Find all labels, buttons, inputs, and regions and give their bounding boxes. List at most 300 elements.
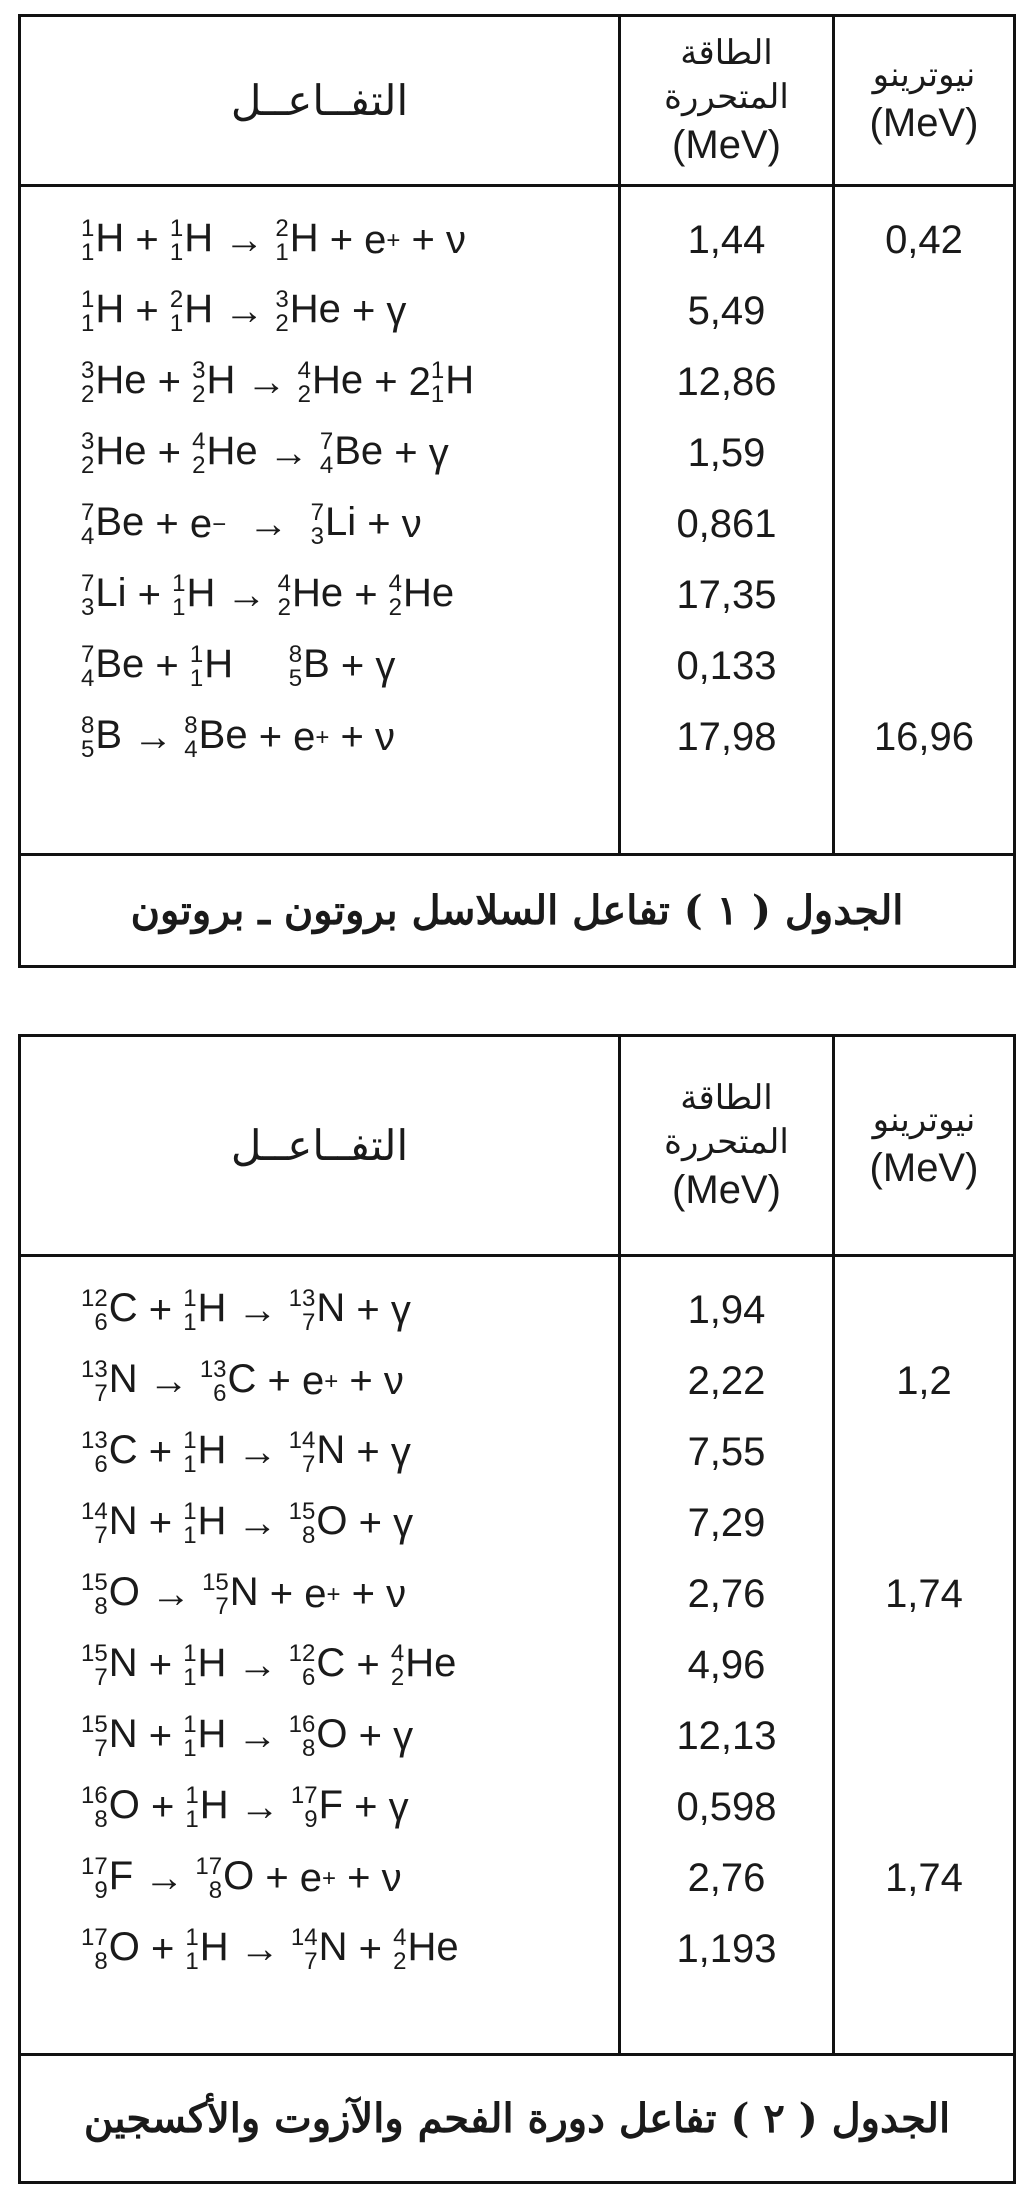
- isotope-numbers: [290, 1923, 318, 1975]
- nuclide: [393, 1925, 459, 1973]
- header-reaction-label: التفــاعــل: [230, 76, 409, 125]
- isotope-numbers: [277, 569, 291, 621]
- neutrino-value: [835, 1772, 1013, 1843]
- equation-operator: →: [235, 360, 298, 404]
- element-symbol: Be: [95, 642, 145, 687]
- nuclide: [81, 1499, 138, 1547]
- atomic-number: 6: [94, 1450, 108, 1478]
- nuclide: [81, 713, 122, 761]
- isotope-numbers: [185, 1781, 199, 1833]
- isotope-numbers: [288, 1639, 316, 1691]
- atomic-number: 1: [183, 1450, 197, 1478]
- isotope-numbers: [81, 1710, 108, 1762]
- reaction-column: [21, 187, 621, 853]
- nuclide: [311, 500, 357, 548]
- mass-number: 15: [288, 1497, 316, 1525]
- reaction-equation: [21, 1843, 618, 1914]
- charge-superscript: +: [386, 226, 401, 254]
- mass-number: 14: [81, 1497, 108, 1525]
- nuclide: [81, 1712, 138, 1760]
- mass-number: 4: [390, 1639, 405, 1667]
- mass-number: 1: [183, 1497, 197, 1525]
- atomic-number: 7: [94, 1379, 108, 1407]
- nuclide: [81, 1854, 133, 1902]
- nuclide: [431, 358, 474, 406]
- atomic-number: 6: [213, 1379, 227, 1407]
- nuclide: [170, 287, 213, 335]
- atomic-number: 1: [189, 664, 204, 692]
- element-symbol: O: [108, 1570, 140, 1615]
- equation-operator: + e: [247, 715, 316, 759]
- mass-number: 17: [195, 1852, 223, 1880]
- equation-operator: + e: [258, 1572, 327, 1616]
- header-neutrino-label: نيوترينو: [872, 1099, 976, 1140]
- mass-number: 15: [81, 1710, 108, 1738]
- reaction-equation: [21, 489, 618, 560]
- reaction-equation: [21, 418, 618, 489]
- isotope-numbers: [169, 285, 184, 337]
- atomic-number: 1: [183, 1734, 197, 1762]
- nuclide: [298, 358, 364, 406]
- mass-number: 8: [81, 711, 95, 739]
- mass-number: 1: [81, 214, 95, 242]
- mass-number: 1: [183, 1710, 197, 1738]
- isotope-numbers: [81, 711, 95, 763]
- equation-operator: →: [226, 1643, 289, 1687]
- isotope-numbers: [169, 214, 184, 266]
- isotope-numbers: [288, 1710, 316, 1762]
- isotope-numbers: [288, 1284, 316, 1336]
- element-symbol: H: [184, 287, 214, 332]
- nuclide: [81, 1428, 138, 1476]
- energy-value: 2,76: [687, 1572, 766, 1616]
- equation-operator: +: [347, 1927, 394, 1971]
- mass-number: 3: [275, 285, 289, 313]
- element-symbol: H: [197, 1499, 227, 1544]
- atomic-number: 2: [388, 593, 403, 621]
- header-energy: [621, 1037, 835, 1254]
- nuclide: [183, 1499, 226, 1547]
- equation-operator: +: [343, 573, 389, 617]
- equation-operator: + γ: [340, 289, 407, 333]
- isotope-numbers: [172, 569, 186, 621]
- nuclide: [183, 1428, 226, 1476]
- mass-number: 13: [199, 1355, 227, 1383]
- atomic-number: 2: [81, 451, 95, 479]
- equation-operator: +: [345, 1643, 391, 1687]
- mass-number: 7: [319, 427, 334, 455]
- mass-number: 17: [81, 1923, 108, 1951]
- neutrino-value: [835, 1275, 1013, 1346]
- element-symbol: H: [197, 1641, 227, 1686]
- element-symbol: C: [108, 1286, 138, 1331]
- element-symbol: O: [108, 1783, 140, 1828]
- equation-operator: +: [124, 218, 170, 262]
- charge-superscript: +: [326, 1580, 341, 1608]
- nuclide: [291, 1783, 343, 1831]
- atomic-number: 8: [302, 1521, 316, 1549]
- element-symbol: F: [318, 1783, 344, 1828]
- atomic-number: 2: [297, 380, 311, 408]
- isotope-numbers: [81, 1426, 108, 1478]
- equation-operator: + ν: [329, 715, 396, 759]
- nuclide: [291, 1925, 348, 1973]
- element-symbol: O: [316, 1712, 348, 1757]
- equation-operator: + ν: [340, 1572, 407, 1616]
- mass-number: 1: [189, 640, 204, 668]
- mass-number: 1: [185, 1923, 199, 1951]
- atomic-number: 9: [304, 1805, 318, 1833]
- neutrino-value: 1,74: [885, 1572, 963, 1616]
- energy-value: 4,96: [687, 1643, 766, 1687]
- nuclide: [81, 287, 124, 335]
- mass-number: 16: [81, 1781, 108, 1809]
- energy-value: 1,193: [676, 1927, 777, 1971]
- atomic-number: 3: [81, 593, 95, 621]
- atomic-number: 1: [275, 238, 289, 266]
- table-header: [21, 1037, 1013, 1257]
- header-energy-line1: الطاقة: [680, 32, 773, 73]
- mass-number: 2: [169, 285, 184, 313]
- atomic-number: 9: [94, 1876, 108, 1904]
- energy-value: 2,76: [687, 1856, 766, 1900]
- isotope-numbers: [81, 1355, 108, 1407]
- element-symbol: N: [316, 1286, 346, 1331]
- reaction-column: [21, 1257, 621, 2053]
- isotope-numbers: [81, 1852, 108, 1904]
- energy-value: 0,861: [676, 502, 777, 546]
- isotope-numbers: [81, 427, 95, 479]
- mass-number: 3: [81, 356, 95, 384]
- atomic-number: 8: [302, 1734, 316, 1762]
- mass-number: 16: [288, 1710, 316, 1738]
- header-energy-unit: (MeV): [672, 122, 781, 167]
- nuclide: [275, 216, 318, 264]
- nuclide: [202, 1570, 259, 1618]
- element-symbol: Be: [198, 713, 248, 758]
- neutrino-value: 1,2: [896, 1359, 952, 1403]
- isotope-numbers: [81, 1639, 108, 1691]
- equation-operator: + ν: [400, 218, 467, 262]
- table-body: [21, 187, 1013, 853]
- element-symbol: H: [204, 642, 234, 687]
- table-body: [21, 1257, 1013, 2053]
- nuclide: [289, 1499, 348, 1547]
- isotope-numbers: [81, 569, 95, 621]
- element-symbol: He: [206, 429, 258, 474]
- mass-number: 3: [81, 427, 95, 455]
- atomic-number: 4: [184, 735, 198, 763]
- reaction-equation: [21, 702, 618, 773]
- equation-operator: +: [137, 1430, 184, 1474]
- equation-operator: + ν: [338, 1359, 404, 1403]
- header-reaction: [21, 1037, 621, 1254]
- nuclide: [389, 571, 455, 619]
- equation-operator: →: [215, 573, 278, 617]
- mass-number: 1: [430, 356, 445, 384]
- neutrino-value: [835, 1488, 1013, 1559]
- nuclide: [289, 1428, 346, 1476]
- element-symbol: B: [303, 642, 330, 687]
- isotope-numbers: [183, 1497, 197, 1549]
- element-symbol: He: [289, 287, 341, 332]
- mass-number: 13: [288, 1284, 316, 1312]
- atomic-number: 2: [393, 1947, 407, 1975]
- isotope-numbers: [183, 1639, 197, 1691]
- mass-number: 13: [81, 1426, 108, 1454]
- nuclide: [81, 1783, 140, 1831]
- element-symbol: Be: [334, 429, 384, 474]
- equation-operator: + e: [254, 1856, 323, 1900]
- nuclide: [183, 1641, 226, 1689]
- isotope-numbers: [185, 1923, 199, 1975]
- table-caption: الجدول ( ١ ) تفاعل السلاسل بروتون ـ بروتون: [21, 853, 1013, 965]
- isotope-numbers: [390, 1639, 405, 1691]
- atomic-number: 8: [94, 1805, 108, 1833]
- nuclide: [81, 1357, 138, 1405]
- atomic-number: 6: [94, 1308, 108, 1336]
- atomic-number: 6: [302, 1663, 316, 1691]
- atomic-number: 1: [172, 593, 186, 621]
- isotope-numbers: [183, 1284, 197, 1336]
- equation-operator: + ν: [336, 1856, 402, 1900]
- element-symbol: He: [407, 1925, 459, 1970]
- energy-value: 1,44: [687, 218, 766, 262]
- nuclide: [192, 358, 235, 406]
- reaction-equation: [21, 1914, 618, 1985]
- equation-operator: + γ: [347, 1714, 414, 1758]
- reaction-equation: [21, 1346, 618, 1417]
- element-symbol: H: [95, 287, 125, 332]
- element-symbol: Li: [95, 571, 127, 616]
- isotope-numbers: [192, 427, 206, 479]
- isotope-numbers: [195, 1852, 223, 1904]
- element-symbol: O: [108, 1925, 140, 1970]
- mass-number: 8: [288, 640, 303, 668]
- atomic-number: 1: [183, 1308, 197, 1336]
- equation-operator: +: [137, 1643, 184, 1687]
- isotope-numbers: [288, 1426, 316, 1478]
- header-energy-line1: الطاقة: [680, 1077, 773, 1118]
- isotope-numbers: [199, 1355, 227, 1407]
- nuclide: [81, 1286, 138, 1334]
- nuclide: [170, 216, 213, 264]
- nuclide: [190, 642, 233, 690]
- equation-operator: +: [146, 431, 193, 475]
- element-symbol: N: [229, 1570, 259, 1615]
- equation-operator: →: [133, 1856, 196, 1900]
- header-reaction: [21, 17, 621, 184]
- energy-value: 1,59: [687, 431, 766, 475]
- reaction-equation: [21, 1275, 618, 1346]
- atomic-number: 2: [390, 1663, 405, 1691]
- isotope-numbers: [183, 1426, 197, 1478]
- equation-operator: + γ: [343, 1785, 409, 1829]
- mass-number: 1: [172, 569, 186, 597]
- neutrino-value: 16,96: [873, 715, 975, 759]
- mass-number: 1: [183, 1639, 197, 1667]
- isotope-numbers: [81, 356, 95, 408]
- element-symbol: H: [197, 1428, 227, 1473]
- isotope-numbers: [81, 1781, 108, 1833]
- charge-superscript: −: [212, 510, 227, 538]
- table-proton-proton-chain: [18, 14, 1016, 968]
- equation-operator: →: [226, 1430, 289, 1474]
- neutrino-value: [835, 1630, 1013, 1701]
- mass-number: 4: [192, 427, 206, 455]
- element-symbol: He: [95, 429, 147, 474]
- nuclide: [275, 287, 341, 335]
- neutrino-value: [835, 276, 1013, 347]
- reaction-equation: [21, 347, 618, 418]
- mass-number: 13: [81, 1355, 108, 1383]
- element-symbol: N: [318, 1925, 348, 1970]
- neutrino-value: 1,74: [885, 1856, 963, 1900]
- reaction-equation: [21, 631, 618, 702]
- header-energy-line2: المتحررة: [664, 76, 789, 117]
- isotope-numbers: [430, 356, 445, 408]
- equation-operator: →: [213, 218, 276, 262]
- nuclide: [81, 1925, 140, 1973]
- table-caption: الجدول ( ٢ ) تفاعل دورة الفحم والآزوت والأكسجين: [21, 2053, 1013, 2181]
- nuclide: [81, 358, 147, 406]
- atomic-number: 2: [275, 309, 289, 337]
- reaction-equation: [21, 560, 618, 631]
- isotope-numbers: [297, 356, 311, 408]
- element-symbol: N: [108, 1712, 138, 1757]
- element-symbol: He: [291, 571, 344, 616]
- element-symbol: N: [316, 1428, 346, 1473]
- neutrino-value: [835, 1914, 1013, 1985]
- equation-operator: [233, 644, 289, 689]
- nuclide: [81, 1641, 138, 1689]
- equation-operator: + e: [144, 502, 213, 546]
- neutrino-value: [835, 1701, 1013, 1772]
- element-symbol: He: [311, 358, 364, 403]
- equation-operator: →: [228, 1927, 291, 1971]
- atomic-number: 1: [169, 309, 184, 337]
- isotope-numbers: [81, 1568, 108, 1620]
- neutrino-value: [835, 489, 1013, 560]
- isotope-numbers: [288, 640, 303, 692]
- isotope-numbers: [319, 427, 334, 479]
- element-symbol: He: [403, 571, 455, 616]
- atomic-number: 4: [81, 664, 95, 692]
- mass-number: 12: [288, 1639, 316, 1667]
- equation-operator: →: [228, 1785, 291, 1829]
- nuclide: [81, 429, 147, 477]
- isotope-numbers: [290, 1781, 318, 1833]
- nuclide: [81, 216, 124, 264]
- mass-number: 7: [81, 498, 95, 526]
- isotope-numbers: [81, 1497, 108, 1549]
- nuclide: [81, 1570, 140, 1618]
- equation-operator: +: [124, 289, 170, 333]
- atomic-number: 1: [169, 238, 184, 266]
- mass-number: 7: [81, 569, 95, 597]
- element-symbol: O: [223, 1854, 255, 1899]
- atomic-number: 5: [81, 735, 95, 763]
- neutrino-value: [835, 1417, 1013, 1488]
- equation-operator: + ν: [356, 502, 422, 546]
- atomic-number: 7: [94, 1734, 108, 1762]
- equation-operator: + e: [256, 1359, 325, 1403]
- isotope-numbers: [184, 711, 198, 763]
- equation-operator: +: [139, 1785, 186, 1829]
- mass-number: 14: [290, 1923, 318, 1951]
- mass-number: 4: [277, 569, 291, 597]
- energy-value: 7,55: [687, 1430, 766, 1474]
- mass-number: 1: [169, 214, 184, 242]
- header-energy-line2: المتحررة: [664, 1121, 789, 1162]
- isotope-numbers: [183, 1710, 197, 1762]
- equation-operator: →: [226, 1288, 289, 1332]
- element-symbol: He: [405, 1641, 457, 1686]
- equation-operator: +: [146, 360, 193, 404]
- header-neutrino-label: نيوترينو: [872, 54, 976, 95]
- atomic-number: 8: [94, 1592, 108, 1620]
- charge-superscript: +: [324, 1367, 339, 1395]
- nuclide: [289, 642, 330, 690]
- table-header: [21, 17, 1013, 187]
- atomic-number: 1: [185, 1805, 199, 1833]
- element-symbol: B: [95, 713, 123, 758]
- equation-operator: + γ: [345, 1288, 411, 1332]
- energy-value: 2,22: [687, 1359, 766, 1403]
- element-symbol: H: [199, 1783, 229, 1828]
- energy-value: 0,133: [676, 644, 777, 688]
- atomic-number: 7: [302, 1308, 316, 1336]
- header-neutrino-unit: (MeV): [869, 100, 979, 145]
- reaction-equation: [21, 1417, 618, 1488]
- element-symbol: C: [227, 1357, 257, 1402]
- mass-number: 7: [310, 498, 324, 526]
- nuclide: [289, 1641, 346, 1689]
- equation-operator: +: [126, 573, 173, 617]
- isotope-numbers: [275, 214, 289, 266]
- element-symbol: H: [197, 1286, 227, 1331]
- atomic-number: 7: [94, 1521, 108, 1549]
- neutrino-value: [835, 347, 1013, 418]
- equation-operator: + γ: [383, 431, 449, 475]
- equation-operator: + γ: [347, 1501, 414, 1545]
- nuclide: [185, 1925, 228, 1973]
- nuclide: [192, 429, 258, 477]
- element-symbol: H: [186, 571, 216, 616]
- isotope-numbers: [81, 640, 95, 692]
- atomic-number: 8: [94, 1947, 108, 1975]
- equation-operator: + γ: [329, 644, 396, 688]
- nuclide: [289, 1286, 346, 1334]
- isotope-numbers: [202, 1568, 229, 1620]
- nuclide: [81, 571, 127, 619]
- nuclide: [195, 1854, 254, 1902]
- mass-number: 1: [81, 285, 95, 313]
- atomic-number: 4: [81, 522, 95, 550]
- element-symbol: H: [199, 1925, 229, 1970]
- header-reaction-label: التفــاعــل: [230, 1121, 409, 1170]
- atomic-number: 1: [81, 309, 95, 337]
- energy-value: 5,49: [687, 289, 766, 333]
- atomic-number: 2: [192, 451, 206, 479]
- energy-value: 17,35: [676, 573, 777, 617]
- atomic-number: 1: [430, 380, 445, 408]
- equation-operator: →: [226, 1501, 289, 1545]
- element-symbol: H: [95, 216, 125, 261]
- atomic-number: 2: [81, 380, 95, 408]
- equation-operator: +: [137, 1714, 184, 1758]
- equation-operator: →: [226, 1714, 289, 1758]
